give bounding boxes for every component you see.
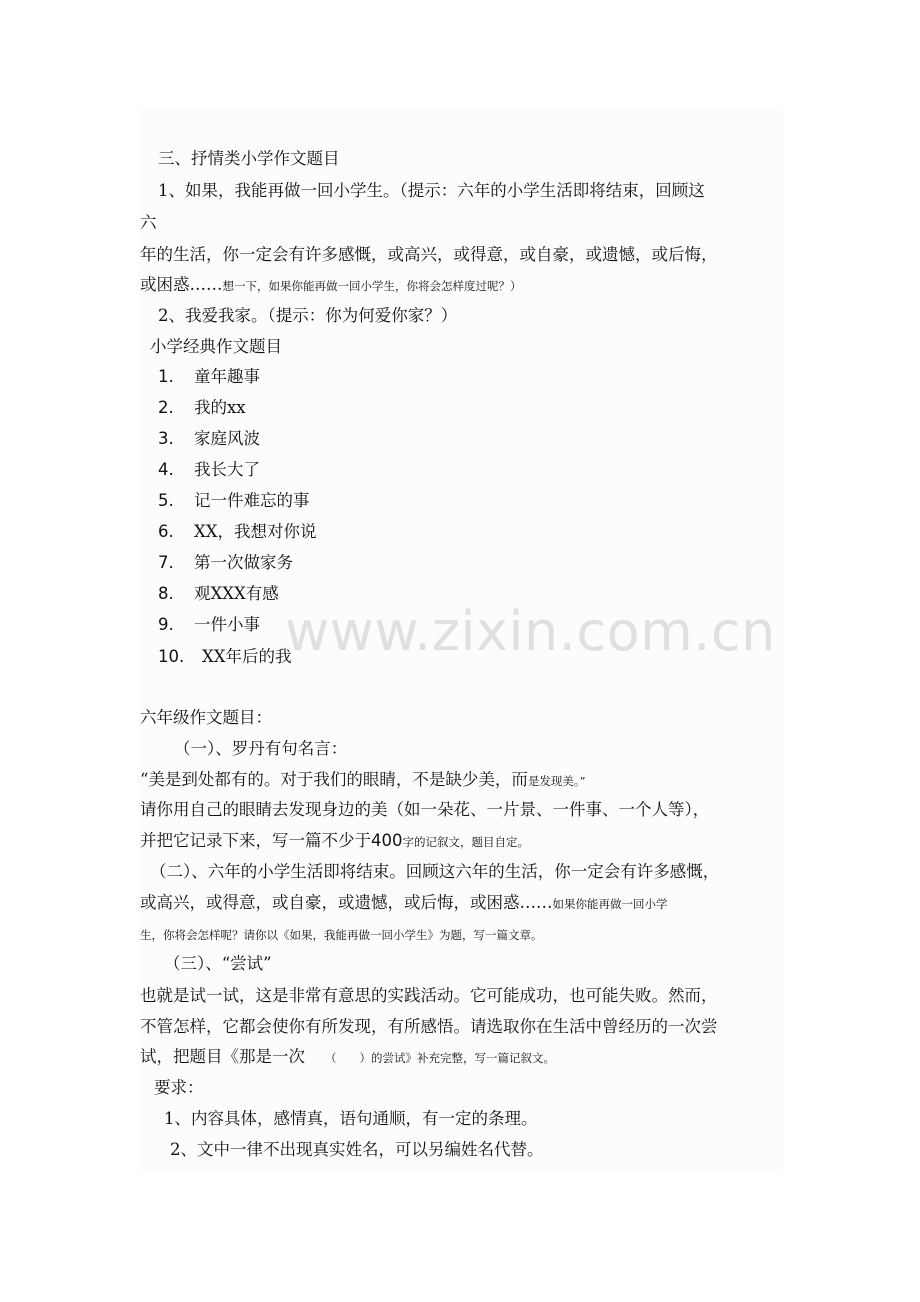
prompt-1-quote: “美是到处都有的。对于我们的眼睛，不是缺少美，而是发现美。” (140, 770, 586, 789)
prompt-3-heading: （三）、“尝试” (164, 954, 272, 973)
list-number: 9. (158, 615, 174, 634)
classic-list-item (158, 459, 260, 481)
list-text: XX年后的我 (202, 647, 292, 666)
list-text: 我的xx (194, 398, 246, 417)
classic-list-item (158, 397, 246, 419)
classic-list-item (158, 583, 279, 605)
list-text: 第一次做家务 (194, 553, 293, 572)
list-number: 3. (158, 429, 174, 448)
list-text: 童年趣事 (194, 367, 260, 386)
classic-list-item (158, 646, 292, 668)
list-number: 1. (158, 367, 174, 386)
prompt-1-line3: 并把它记录下来，写一篇不少于400字的记叙文，题目自定。 (140, 831, 529, 850)
list-number: 4. (158, 460, 174, 479)
classic-list-item (158, 614, 260, 636)
watermark: www.zixin.com.cn (285, 600, 776, 663)
list-number: 8. (158, 584, 174, 603)
list-number: 2. (158, 398, 174, 417)
topic-item-1-line3: 年的生活，你一定会有许多感慨，或高兴，或得意，或自豪，或遗憾，或后悔， (140, 245, 718, 264)
requirements-heading: 要求： (154, 1078, 204, 1097)
topic-item-1: 1、如果，我能再做一回小学生。（提示：六年的小学生活即将结束，回顾这 (158, 181, 705, 200)
topic-item-2: 2、我爱我家。（提示：你为何爱你家？） (158, 306, 458, 325)
list-number: 7. (158, 553, 174, 572)
list-text: XX，我想对你说 (194, 522, 317, 541)
classic-heading: 小学经典作文题目 (150, 337, 282, 356)
classic-list-item (158, 552, 293, 574)
list-text: 记一件难忘的事 (194, 491, 310, 510)
requirement-2: 2、文中一律不出现真实姓名，可以另编姓名代替。 (170, 1140, 544, 1159)
list-number: 10. (158, 647, 185, 666)
prompt-1-line2: 请你用自己的眼睛去发现身边的美（如一朵花、一片景、一件事、一个人等）， (140, 800, 710, 819)
prompt-1-heading: （一）、罗丹有句名言： (174, 739, 348, 758)
prompt-3-line3: 试，把题目《那是一次 （ ）的尝试》补充完整，写一篇记叙文。 (140, 1047, 555, 1066)
classic-list-item (158, 490, 310, 512)
topic-item-1-line4: 或困惑……想一下，如果你能再做一回小学生，你将会怎样度过呢？） (140, 275, 522, 294)
section-heading: 三、抒情类小学作文题目 (158, 149, 340, 168)
prompt-3-line1: 也就是试一试，这是非常有意思的实践活动。它可能成功，也可能失败。然而， (140, 986, 718, 1005)
classic-list-item (158, 521, 317, 543)
list-text: 一件小事 (194, 615, 260, 634)
list-text: 观XXX有感 (194, 584, 279, 603)
prompt-3-line2: 不管怎样，它都会使你有所发现，有所感悟。请选取你在生活中曾经历的一次尝 (140, 1017, 718, 1036)
classic-list-item (158, 366, 260, 388)
prompt-2-line1: （二）、六年的小学生活即将结束。回顾这六年的生活，你一定会有许多感慨， (150, 862, 720, 881)
list-text: 家庭风波 (194, 429, 260, 448)
prompt-2-line3: 生，你将会怎样呢？请你以《如果，我能再做一回小学生》为题，写一篇文章。 (140, 928, 543, 942)
grade6-heading: 六年级作文题目： (140, 708, 272, 727)
topic-item-1-wrap: 六 (140, 213, 157, 232)
list-number: 6. (158, 522, 174, 541)
list-text: 我长大了 (194, 460, 260, 479)
list-number: 5. (158, 491, 174, 510)
classic-list-item (158, 428, 260, 450)
prompt-2-line2: 或高兴，或得意，或自豪，或遗憾，或后悔，或困惑……如果你能再做一回小学 (140, 893, 668, 912)
requirement-1: 1、内容具体，感情真，语句通顺，有一定的条理。 (164, 1109, 538, 1128)
